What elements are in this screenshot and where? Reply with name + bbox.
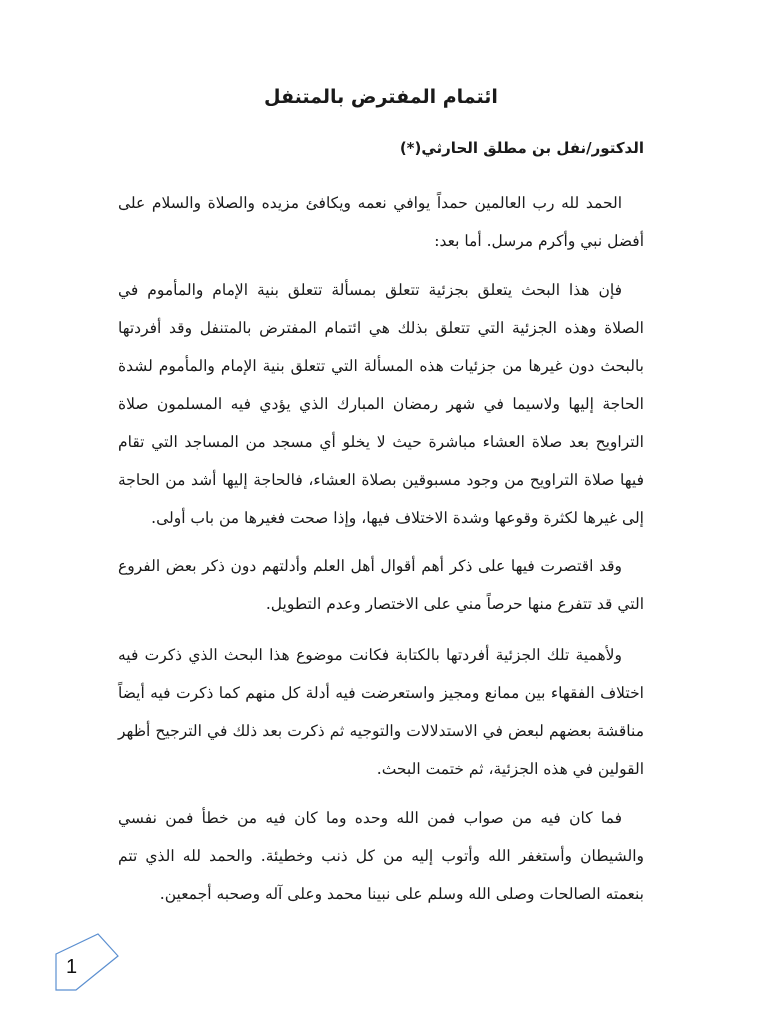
paragraph-research-topic: فإن هذا البحث يتعلق بجزئية تتعلق بمسألة تتعلق بنية الإمام والمأموم في الصلاة وهذه الجزئية التي تتعلق بذلك هي ائتمام المفترض بالمتنفل وقد أفردتها بالبحث دون غيرها من جزئيات هذه المسألة التي تتعلق بنية الإمام والمأموم لشدة الحاجة إليها ولاسيما في شهر رمضان المبارك الذي يؤدي فيه المسلمون صلاة التراويح بعد صلاة العشاء مباشرة حيث لا يخلو أي مسجد من المساجد التي تقام فيها صلاة التراويح من وجود مسبوقين بصلاة العشاء، فالحاجة إليها أشد من الحاجة إلى غيرها لكثرة وقوعها وشدة الاختلاف فيها، وإذا صحت فغيرها من باب أولى. (118, 281, 644, 527)
page-number-badge (52, 932, 122, 996)
author-line: الدكتور/نفل بن مطلق الحارثي(*) (399, 139, 644, 157)
paragraph-intro: الحمد لله رب العالمين حمداً يوافي نعمه ويكافئ مزيده والصلاة والسلام على أفضل نبي وأكرم مرسل. أما بعد: (118, 194, 644, 250)
document-page (118, 0, 644, 1024)
paragraph-importance: ولأهمية تلك الجزئية أفردتها بالكتابة فكانت موضوع هذا البحث الذي ذكرت فيه اختلاف الفقهاء بين ممانع ومجيز واستعرضت فيه أدلة كل منهم كما ذكرت فيه أيضاً مناقشة بعضهم لبعض في الاستدلالات والتوجيه ثم ذكرت بعد ذلك في الترجيح أظهر القولين في هذه الجزئية، ثم ختمت البحث. (118, 646, 644, 778)
paragraph-closing: فما كان فيه من صواب فمن الله وحده وما كان فيه من خطأ فمن نفسي والشيطان وأستغفر الله وأتوب إليه من كل ذنب وخطيئة. والحمد لله الذي تتم بنعمته الصالحات وصلى الله وسلم على نبينا محمد وعلى آله وصحبه أجمعين. (118, 809, 644, 903)
page-badge-shape-icon (52, 932, 122, 996)
document-title: ائتمام المفترض بالمتنفل (264, 86, 498, 108)
page-number: 1 (66, 956, 78, 978)
paragraph-scope: وقد اقتصرت فيها على ذكر أهم أقوال أهل العلم وأدلتهم دون ذكر بعض الفروع التي قد تتفرع منها حرصاً مني على الاختصار وعدم التطويل. (118, 557, 644, 613)
